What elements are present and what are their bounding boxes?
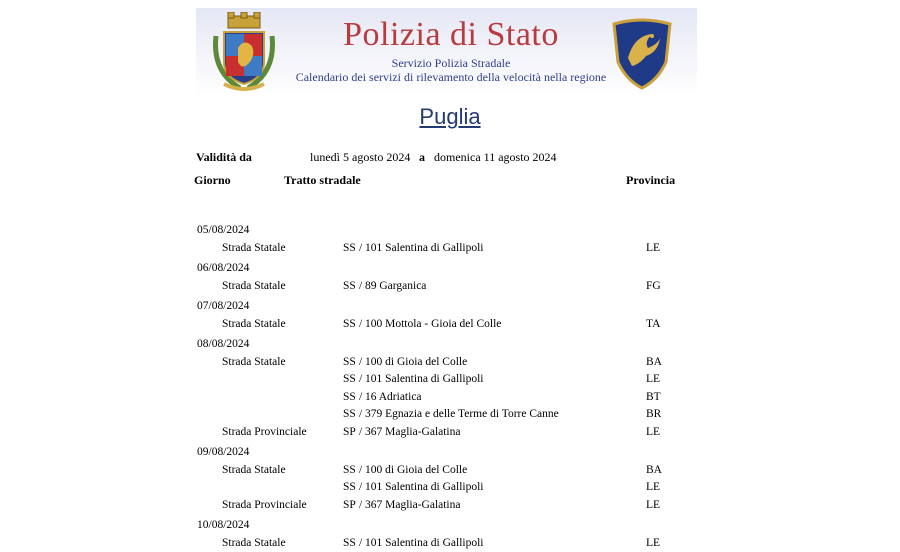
column-header-road: Tratto stradale: [284, 173, 361, 188]
day-date: 10/08/2024: [197, 517, 249, 535]
road-name: 101 Salentina di Gallipoli: [365, 479, 484, 497]
table-row: [0, 535, 900, 552]
road-separator: /: [359, 389, 362, 407]
road-class: SS: [343, 371, 356, 389]
road-type: Strada Statale: [222, 354, 286, 372]
road-type: Strada Statale: [222, 278, 286, 296]
table-row: [0, 406, 900, 424]
province-code: LE: [646, 535, 660, 552]
day-row: [0, 222, 900, 240]
table-row: [0, 389, 900, 407]
road-separator: /: [359, 479, 362, 497]
validity-to: domenica 11 agosto 2024: [434, 150, 557, 165]
province-code: LE: [646, 371, 660, 389]
day-date: 07/08/2024: [197, 298, 249, 316]
schedule-list: [0, 222, 900, 552]
day-date: 06/08/2024: [197, 260, 249, 278]
road-name: 379 Egnazia e delle Terme di Torre Canne: [365, 406, 559, 424]
region-title: Puglia: [0, 104, 900, 130]
road-class: SP: [343, 497, 356, 515]
validity-conjunction: a: [419, 150, 425, 165]
road-separator: /: [359, 316, 362, 334]
table-row: [0, 479, 900, 497]
province-code: TA: [646, 316, 660, 334]
road-separator: /: [359, 535, 362, 552]
province-code: BR: [646, 406, 661, 424]
day-row: [0, 444, 900, 462]
service-subtitle: Servizio Polizia Stradale: [296, 56, 606, 71]
road-name: 100 di Gioia del Colle: [365, 354, 467, 372]
road-class: SS: [343, 240, 356, 258]
province-code: LE: [646, 479, 660, 497]
province-code: BA: [646, 354, 662, 372]
road-class: SP: [343, 424, 356, 442]
road-type: Strada Statale: [222, 240, 286, 258]
province-code: LE: [646, 424, 660, 442]
day-date: 08/08/2024: [197, 336, 249, 354]
road-name: 89 Garganica: [365, 278, 426, 296]
day-row: [0, 517, 900, 535]
road-class: SS: [343, 278, 356, 296]
road-name: 101 Salentina di Gallipoli: [365, 240, 484, 258]
road-name: 100 Mottola - Gioia del Colle: [365, 316, 501, 334]
table-row: [0, 462, 900, 480]
day-row: [0, 336, 900, 354]
table-row: [0, 497, 900, 515]
validity-label: Validità da: [196, 150, 252, 165]
road-type: Strada Statale: [222, 462, 286, 480]
day-date: 05/08/2024: [197, 222, 249, 240]
table-row: [0, 354, 900, 372]
road-class: SS: [343, 535, 356, 552]
road-class: SS: [343, 316, 356, 334]
table-row: [0, 278, 900, 296]
road-separator: /: [359, 371, 362, 389]
road-name: 367 Maglia-Galatina: [365, 497, 460, 515]
road-class: SS: [343, 406, 356, 424]
province-code: LE: [646, 240, 660, 258]
road-separator: /: [359, 462, 362, 480]
road-class: SS: [343, 462, 356, 480]
table-row: [0, 371, 900, 389]
road-class: SS: [343, 389, 356, 407]
validity-from: lunedì 5 agosto 2024: [310, 150, 410, 165]
road-type: Strada Statale: [222, 316, 286, 334]
road-type: Strada Statale: [222, 535, 286, 552]
road-separator: /: [359, 278, 362, 296]
road-separator: /: [359, 424, 362, 442]
page-title: Polizia di Stato: [296, 16, 606, 54]
province-code: FG: [646, 278, 661, 296]
column-header-day: Giorno: [194, 173, 231, 188]
header-banner: [196, 8, 697, 96]
polizia-stradale-shield-icon: [608, 18, 676, 90]
road-type: Strada Provinciale: [222, 497, 307, 515]
road-separator: /: [359, 406, 362, 424]
table-row: [0, 424, 900, 442]
road-class: SS: [343, 479, 356, 497]
road-separator: /: [359, 240, 362, 258]
calendar-description: Calendario dei servizi di rilevamento della velocità nella regione: [292, 70, 610, 85]
road-name: 100 di Gioia del Colle: [365, 462, 467, 480]
province-code: BT: [646, 389, 661, 407]
road-class: SS: [343, 354, 356, 372]
road-name: 367 Maglia-Galatina: [365, 424, 460, 442]
day-date: 09/08/2024: [197, 444, 249, 462]
day-row: [0, 298, 900, 316]
road-separator: /: [359, 354, 362, 372]
table-row: [0, 240, 900, 258]
province-code: LE: [646, 497, 660, 515]
table-row: [0, 316, 900, 334]
road-name: 16 Adriatica: [365, 389, 422, 407]
road-name: 101 Salentina di Gallipoli: [365, 535, 484, 552]
police-coat-of-arms-icon: [210, 12, 278, 92]
province-code: BA: [646, 462, 662, 480]
road-type: Strada Provinciale: [222, 424, 307, 442]
road-name: 101 Salentina di Gallipoli: [365, 371, 484, 389]
road-separator: /: [359, 497, 362, 515]
column-header-province: Provincia: [626, 173, 675, 188]
day-row: [0, 260, 900, 278]
